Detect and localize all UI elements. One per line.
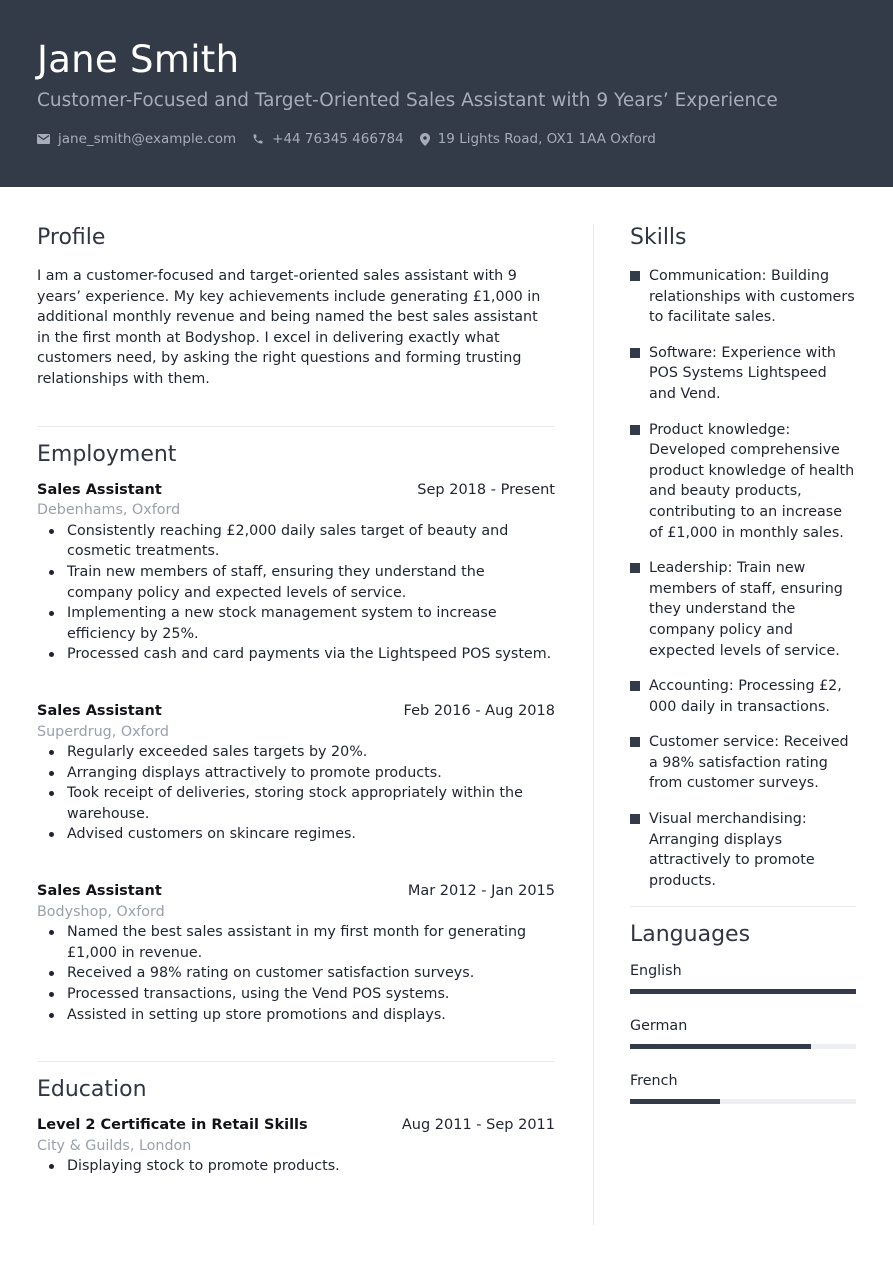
skill-item [630,676,856,717]
address-text: 19 Lights Road, OX1 1AA Oxford [437,131,656,147]
skill-item [630,266,856,328]
main-column [37,224,555,1177]
square-bullet-icon [630,425,640,435]
square-bullet-icon [630,348,640,358]
skill-text: Software: Experience with POS Systems Lightspeed and Vend. [649,344,836,402]
list-item: Advised customers on skincare regimes. [37,824,555,845]
employment-section [37,441,555,1026]
language-level-fill [630,1099,720,1104]
language-item [630,1016,856,1049]
job-bullets [37,922,555,1025]
section-divider [37,1061,555,1062]
job-entry [37,480,555,665]
skill-item [630,732,856,794]
location-pin-icon [420,133,430,146]
job-entry [37,881,555,1025]
skill-item [630,558,856,661]
skills-section [630,224,856,891]
job-title: Sales Assistant [37,883,162,900]
list-item: Arranging displays attractively to promote products. [37,763,555,784]
section-divider [630,906,856,907]
candidate-headline: Customer-Focused and Target-Oriented Sales Assistant with 9 Years’ Experience [37,90,778,111]
education-title-text: Level 2 Certificate in Retail Skills [37,1117,308,1134]
job-company: Debenhams, Oxford [37,502,181,519]
language-name: German [630,1018,688,1035]
skill-item [630,343,856,405]
language-level-fill [630,989,856,994]
list-item: Assisted in setting up store promotions and displays. [37,1005,555,1026]
list-item: Took receipt of deliveries, storing stock appropriately within the warehouse. [37,783,555,824]
square-bullet-icon [630,271,640,281]
list-item: Consistently reaching £2,000 daily sales target of beauty and cosmetic treatments. [37,521,555,562]
list-item: Named the best sales assistant in my first month for generating £1,000 in revenue. [37,922,555,963]
language-item [630,961,856,994]
list-item: Displaying stock to promote products. [37,1156,555,1177]
list-item: Implementing a new stock management system to increase efficiency by 25%. [37,603,555,644]
list-item: Regularly exceeded sales targets by 20%. [37,742,555,763]
square-bullet-icon [630,737,640,747]
phone-text: +44 76345 466784 [272,131,404,147]
list-item: Received a 98% rating on customer satisfaction surveys. [37,963,555,984]
resume-header [0,0,893,187]
phone-icon [252,133,264,145]
education-school: City & Guilds, London [37,1137,192,1154]
language-level-bar [630,1099,856,1104]
section-divider [37,426,555,427]
language-level-fill [630,1044,811,1049]
language-name: French [630,1073,678,1090]
language-level-bar [630,1044,856,1049]
education-bullets [37,1156,555,1177]
contact-address [420,131,656,147]
job-bullets [37,521,555,665]
profile-text: I am a customer-focused and target-oriented sales assistant with 9 years’ experience. My key achievements include generating £1,000 in additional monthly revenue and being named the best sales assistant in the first month at Bodyshop. I excel in delivering exactly what customers need, by asking the right questions and forming trusting relationships with them. [37,268,541,387]
mail-icon [37,134,50,144]
skill-item [630,420,856,544]
candidate-name: Jane Smith [37,38,240,81]
contact-info [37,131,672,147]
sidebar-column [630,224,856,1104]
job-dates: Sep 2018 - Present [417,481,555,498]
skill-text: Visual merchandising: Arranging displays attractively to promote products. [649,811,815,889]
job-title: Sales Assistant [37,481,162,498]
contact-phone[interactable] [252,131,404,147]
list-item: Processed transactions, using the Vend POS systems. [37,984,555,1005]
skills-title: Skills [630,225,687,250]
skill-text: Communication: Building relationships with customers to facilitate sales. [649,268,855,326]
square-bullet-icon [630,814,640,824]
profile-section [37,224,555,390]
employment-title: Employment [37,441,177,467]
job-dates: Feb 2016 - Aug 2018 [403,702,555,719]
contact-email[interactable] [37,131,236,147]
list-item: Processed cash and card payments via the Lightspeed POS system. [37,644,555,665]
job-bullets [37,742,555,845]
square-bullet-icon [630,563,640,573]
language-level-bar [630,989,856,994]
skill-text: Product knowledge: Developed comprehensive product knowledge of health and beauty products, contributing to an increase of £1,000 in monthly sales. [649,421,855,541]
column-divider [593,225,594,1225]
square-bullet-icon [630,681,640,691]
education-section [37,1076,555,1177]
skill-text: Accounting: Processing £2, 000 daily in transactions. [649,678,842,715]
education-entry [37,1115,555,1177]
language-item [630,1071,856,1104]
list-item: Train new members of staff, ensuring they understand the company policy and expected levels of service. [37,562,555,603]
skill-item [630,809,856,891]
job-company: Superdrug, Oxford [37,723,170,740]
languages-title: Languages [630,922,751,948]
skill-text: Customer service: Received a 98% satisfaction rating from customer surveys. [649,734,849,792]
job-company: Bodyshop, Oxford [37,903,165,920]
language-name: English [630,963,682,980]
skill-text: Leadership: Train new members of staff, ensuring they understand the company policy and expected levels of service. [649,560,843,659]
skills-list [630,266,856,891]
languages-section [630,921,856,1104]
job-title: Sales Assistant [37,702,162,719]
profile-title: Profile [37,225,106,250]
email-text: jane_smith@example.com [58,131,237,147]
job-entry [37,701,555,845]
job-dates: Mar 2012 - Jan 2015 [407,883,555,900]
education-title: Education [37,1077,147,1103]
education-dates: Aug 2011 - Sep 2011 [401,1117,555,1134]
